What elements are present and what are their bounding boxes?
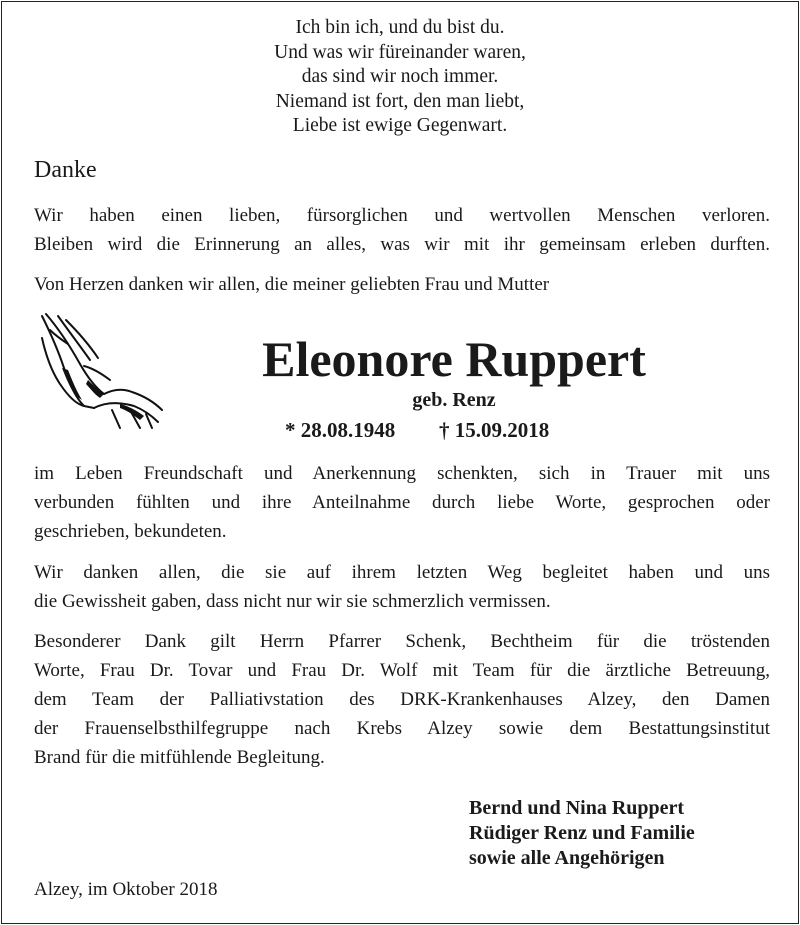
poem-line: Niemand ist fort, den man liebt, — [275, 90, 525, 112]
paragraph-line: Worte, Frau Dr. Tovar und Frau Dr. Wolf mit Team für die ärztliche Betreuung, — [34, 660, 770, 681]
signature-line: Bernd und Nina Ruppert — [469, 797, 685, 819]
signature-line: sowie alle Angehörigen — [469, 847, 665, 869]
paragraph-line: Besonderer Dank gilt Herrn Pfarrer Schenk, Bechtheim für die tröstenden — [34, 631, 770, 652]
poem — [2, 16, 798, 139]
paragraph-line: die Gewissheit gaben, dass nicht nur wir sie schmerzlich vermissen. — [34, 591, 551, 612]
birth-name: geb. Renz — [412, 389, 496, 411]
paragraph-line: verbunden fühlten und ihre Anteilnahme durch liebe Worte, gesprochen oder — [34, 492, 770, 513]
obituary-notice — [1, 1, 799, 924]
deceased-name: Eleonore Ruppert — [262, 331, 646, 387]
paragraph-line: im Leben Freundschaft und Anerkennung schenkten, sich in Trauer mit uns — [34, 463, 770, 484]
poem-line: Und was wir füreinander waren, — [274, 41, 526, 63]
death-date: † 15.09.2018 — [439, 418, 550, 442]
intro-line: Bleiben wird die Erinnerung an alles, was wir mit ihr gemeinsam erleben durften. — [34, 234, 770, 255]
poem-line: das sind wir noch immer. — [301, 66, 499, 87]
thanks-line: Von Herzen danken wir allen, die meiner geliebten Frau und Mutter — [34, 274, 550, 295]
birth-date: * 28.08.1948 — [285, 418, 396, 442]
signatures — [469, 796, 695, 871]
heading-danke: Danke — [34, 157, 97, 183]
poem-line: Ich bin ich, und du bist du. — [295, 17, 505, 38]
signature-line: Rüdiger Renz und Familie — [469, 822, 695, 844]
paragraph-line: dem Team der Palliativstation des DRK-Krankenhauses Alzey, den Damen — [34, 689, 770, 710]
paragraph-line: Brand für die mitfühlende Begleitung. — [34, 747, 325, 768]
poem-line: Liebe ist ewige Gegenwart. — [292, 115, 508, 136]
place-date: Alzey, im Oktober 2018 — [34, 879, 218, 900]
paragraph-line: geschrieben, bekundeten. — [34, 521, 227, 542]
intro-line: Wir haben einen lieben, fürsorglichen und wertvollen Menschen verloren. — [34, 205, 770, 226]
paragraph-line: Wir danken allen, die sie auf ihrem letzten Weg begleitet haben und uns — [34, 562, 770, 583]
paragraph-line: der Frauenselbsthilfegruppe nach Krebs Alzey sowie dem Bestattungsinstitut — [34, 718, 770, 739]
